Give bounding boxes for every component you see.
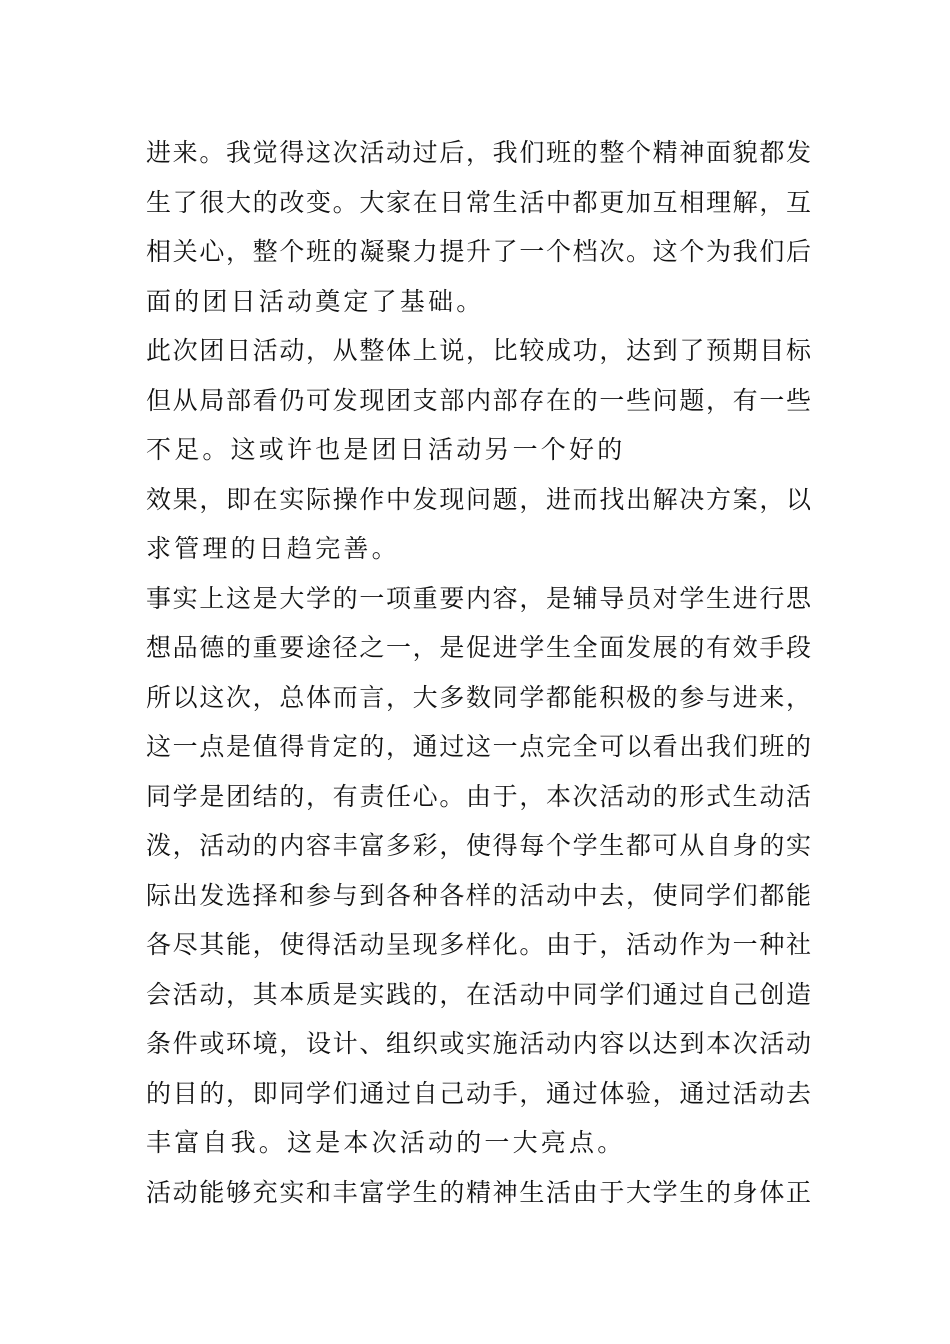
text-line: 事实上这是大学的一项重要内容，是辅导员对学生进行思 [146,583,811,613]
text-line: 所以这次，总体而言，大多数同学都能积极的参与进来， [146,682,811,712]
text-line: 这一点是值得肯定的，通过这一点完全可以看出我们班的 [146,732,811,761]
text-line: 活动能够充实和丰富学生的精神生活由于大学生的身体正 [146,1177,811,1207]
text-line: 生了很大的改变。大家在日常生活中都更加互相理解，互 [146,187,811,217]
text-line: 丰富自我。这是本次活动的一大亮点。 [146,1128,626,1157]
text-line: 面的团日活动奠定了基础。 [146,286,485,316]
text-line: 泼，活动的内容丰富多彩，使得每个学生都可从自身的实 [146,831,811,860]
text-line: 但从局部看仍可发现团支部内部存在的一些问题，有一些 [146,385,811,415]
text-line: 的目的，即同学们通过自己动手，通过体验，通过活动去 [146,1078,811,1108]
text-line: 各尽其能，使得活动呈现多样化。由于，活动作为一种社 [146,930,811,959]
text-line: 不足。这或许也是团日活动另一个好的 [146,435,626,464]
text-line: 相关心，整个班的凝聚力提升了一个档次。这个为我们后 [146,237,811,266]
document-body [146,128,811,1217]
text-line: 会活动，其本质是实践的，在活动中同学们通过自己创造 [146,979,811,1009]
text-line: 求管理的日趋完善。 [146,534,400,563]
text-line: 此次团日活动，从整体上说，比较成功，达到了预期目标 [146,336,811,365]
text-line: 条件或环境，设计、组织或实施活动内容以达到本次活动 [146,1029,811,1058]
text-line: 同学是团结的，有责任心。由于，本次活动的形式生动活 [146,781,811,811]
text-line: 际出发选择和参与到各种各样的活动中去，使同学们都能 [146,880,811,910]
text-line: 想品德的重要途径之一，是促进学生全面发展的有效手段 [146,633,811,662]
text-line: 效果，即在实际操作中发现问题，进而找出解决方案，以 [146,484,811,514]
text-line: 进来。我觉得这次活动过后，我们班的整个精神面貌都发 [146,138,811,167]
